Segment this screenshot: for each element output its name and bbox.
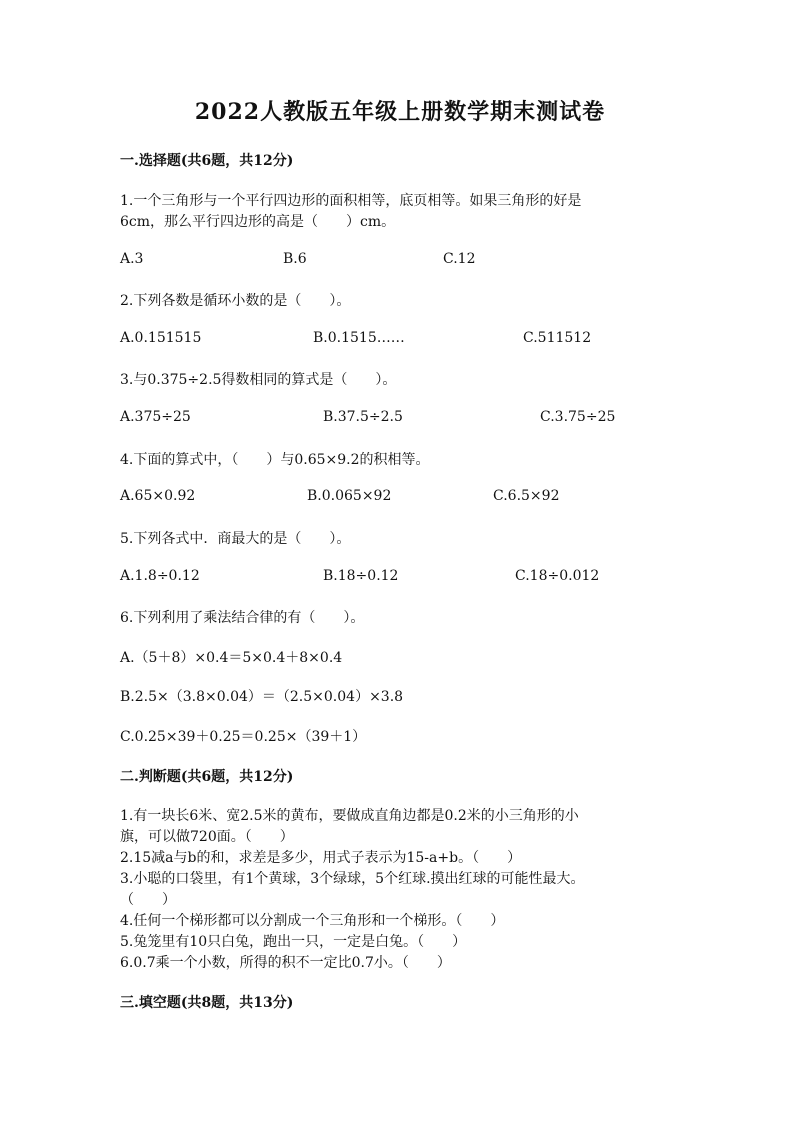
question-2-option-c: C.511512 xyxy=(523,330,592,346)
judgement-item: 旗，可以做720面。（ ） xyxy=(120,829,294,845)
question-1-option-b: B.6 xyxy=(283,251,307,267)
question-6-text: 6.下列利用了乘法结合律的有（ ）。 xyxy=(120,610,365,626)
judgement-item: 2.15减a与b的和，求差是多少，用式子表示为15-a+b。（ ） xyxy=(120,850,522,866)
question-1-option-c: C.12 xyxy=(443,251,476,267)
question-2-option-a: A.0.151515 xyxy=(120,330,202,346)
judgement-item: 3.小聪的口袋里，有1个黄球，3个绿球，5个红球.摸出红球的可能性最大。 xyxy=(120,871,585,887)
question-5-text: 5.下列各式中．商最大的是（ ）。 xyxy=(120,531,351,547)
question-2-option-b: B.0.1515…… xyxy=(313,330,405,346)
judgement-item: 6.0.7乘一个小数，所得的积不一定比0.7小。（ ） xyxy=(120,955,451,971)
question-6-option-b: B.2.5×（3.8×0.04）＝（2.5×0.04）×3.8 xyxy=(120,689,404,705)
question-1-option-a: A.3 xyxy=(120,251,144,267)
question-4-option-b: B.0.065×92 xyxy=(307,488,392,504)
question-4-option-a: A.65×0.92 xyxy=(120,488,196,504)
question-5-option-b: B.18÷0.12 xyxy=(323,568,399,584)
question-2-text: 2.下列各数是循环小数的是（ ）。 xyxy=(120,293,351,309)
section-heading-fill-blank: 三.填空题(共8题，共13分) xyxy=(120,995,294,1011)
section-heading-choice: 一.选择题(共6题，共12分) xyxy=(120,153,294,169)
judgement-item: （ ） xyxy=(120,892,176,908)
judgement-item: 1.有一块长6米、宽2.5米的黄布，要做成直角边都是0.2米的小三角形的小 xyxy=(120,808,579,824)
question-1-line-1: 1.一个三角形与一个平行四边形的面积相等，底页相等。如果三角形的好是 xyxy=(120,193,582,209)
question-5-option-c: C.18÷0.012 xyxy=(515,568,600,584)
question-5-option-a: A.1.8÷0.12 xyxy=(120,568,200,584)
question-6-option-a: A.（5＋8）×0.4＝5×0.4＋8×0.4 xyxy=(120,650,343,666)
question-4-text: 4.下面的算式中，（ ）与0.65×9.2的积相等。 xyxy=(120,452,430,468)
question-3-text: 3.与0.375÷2.5得数相同的算式是（ ）。 xyxy=(120,372,397,388)
question-4-option-c: C.6.5×92 xyxy=(493,488,560,504)
judgement-item: 5.兔笼里有10只白兔，跑出一只，一定是白兔。（ ） xyxy=(120,934,467,950)
section-heading-judgement: 二.判断题(共6题，共12分) xyxy=(120,769,294,785)
question-3-option-c: C.3.75÷25 xyxy=(540,409,616,425)
question-3-option-a: A.375÷25 xyxy=(120,409,191,425)
judgement-item: 4.任何一个梯形都可以分割成一个三角形和一个梯形。（ ） xyxy=(120,913,505,929)
question-6-option-c: C.0.25×39＋0.25＝0.25×（39＋1） xyxy=(120,729,367,745)
question-3-option-b: B.37.5÷2.5 xyxy=(323,409,403,425)
page-title: 2022人教版五年级上册数学期末测试卷 xyxy=(194,99,606,125)
question-1-line-2: 6cm，那么平行四边形的高是（ ）cm。 xyxy=(120,214,396,230)
